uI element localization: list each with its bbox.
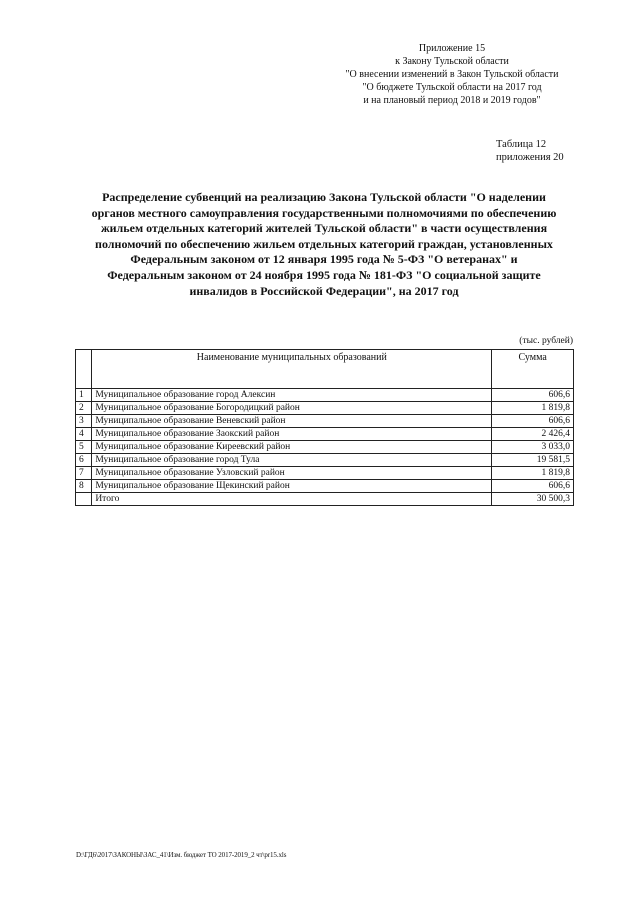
appendix-line: к Закону Тульской области [395, 56, 509, 67]
header-num [76, 350, 92, 389]
row-num: 2 [76, 402, 92, 415]
row-num: 3 [76, 415, 92, 428]
table-ref-line: приложения 20 [496, 152, 564, 163]
row-name: Муниципальное образование город Тула [92, 454, 492, 467]
row-name: Муниципальное образование Узловский район [92, 467, 492, 480]
table-reference [496, 138, 586, 164]
table-ref-line: Таблица 12 [496, 139, 547, 150]
table-row [76, 441, 574, 454]
table-row [76, 402, 574, 415]
title-line: полномочий по обеспечению жильем отдельных категорий граждан, установленных [95, 236, 553, 251]
file-path-footer: D:\ГД6\2017\ЗАКОНЫ\ЗАС_41\Изм. бюджет ТО 2017-2019_2 чт\pr15.xls [76, 851, 287, 859]
title-line: Федеральным законом от 12 января 1995 года № 5-ФЗ "О ветеранах" и [130, 252, 518, 267]
row-sum: 606,6 [492, 480, 574, 493]
unit-label: (тыс. рублей) [519, 336, 573, 346]
row-name: Муниципальное образование Щекинский район [92, 480, 492, 493]
row-num: 6 [76, 454, 92, 467]
total-sum: 30 500,3 [492, 493, 574, 506]
title-line: Федеральным законом от 24 ноября 1995 года № 181-ФЗ "О социальной защите [107, 267, 541, 282]
appendix-reference [330, 42, 574, 107]
table-row [76, 467, 574, 480]
row-name: Муниципальное образование Киреевский район [92, 441, 492, 454]
header-sum: Сумма [492, 350, 574, 389]
row-sum: 1 819,8 [492, 467, 574, 480]
row-name: Муниципальное образование Заокский район [92, 428, 492, 441]
row-num: 4 [76, 428, 92, 441]
table-header-row [76, 350, 574, 389]
title-line: жильем отдельных категорий жителей Тульской области" в части осуществления [100, 221, 548, 236]
table-row [76, 415, 574, 428]
row-num: 5 [76, 441, 92, 454]
row-sum: 19 581,5 [492, 454, 574, 467]
appendix-line: "О внесении изменений в Закон Тульской области [345, 69, 559, 80]
appendix-line: "О бюджете Тульской области на 2017 год [362, 82, 542, 93]
total-label: Итого [92, 493, 492, 506]
appendix-line: Приложение 15 [418, 43, 486, 54]
header-name: Наименование муниципальных образований [92, 350, 492, 389]
row-sum: 2 426,4 [492, 428, 574, 441]
subsidy-table [75, 349, 574, 506]
row-num: 8 [76, 480, 92, 493]
row-name: Муниципальное образование Богородицкий район [92, 402, 492, 415]
row-sum: 3 033,0 [492, 441, 574, 454]
row-num: 7 [76, 467, 92, 480]
row-name: Муниципальное образование город Алексин [92, 389, 492, 402]
title-line: Распределение субвенций на реализацию Закона Тульской области "О наделении [102, 190, 546, 204]
row-num: 1 [76, 389, 92, 402]
table-row [76, 454, 574, 467]
table-row [76, 389, 574, 402]
total-num [76, 493, 92, 506]
row-name: Муниципальное образование Веневский район [92, 415, 492, 428]
title-line: инвалидов в Российской Федерации", на 2017 год [189, 283, 459, 298]
title-line: органов местного самоуправления государственными полномочиями по обеспечению [91, 205, 557, 220]
appendix-line: и на плановый период 2018 и 2019 годов" [363, 95, 541, 106]
row-sum: 1 819,8 [492, 402, 574, 415]
table-row [76, 480, 574, 493]
table-total-row [76, 493, 574, 506]
row-sum: 606,6 [492, 389, 574, 402]
table-row [76, 428, 574, 441]
row-sum: 606,6 [492, 415, 574, 428]
document-title [62, 190, 586, 299]
